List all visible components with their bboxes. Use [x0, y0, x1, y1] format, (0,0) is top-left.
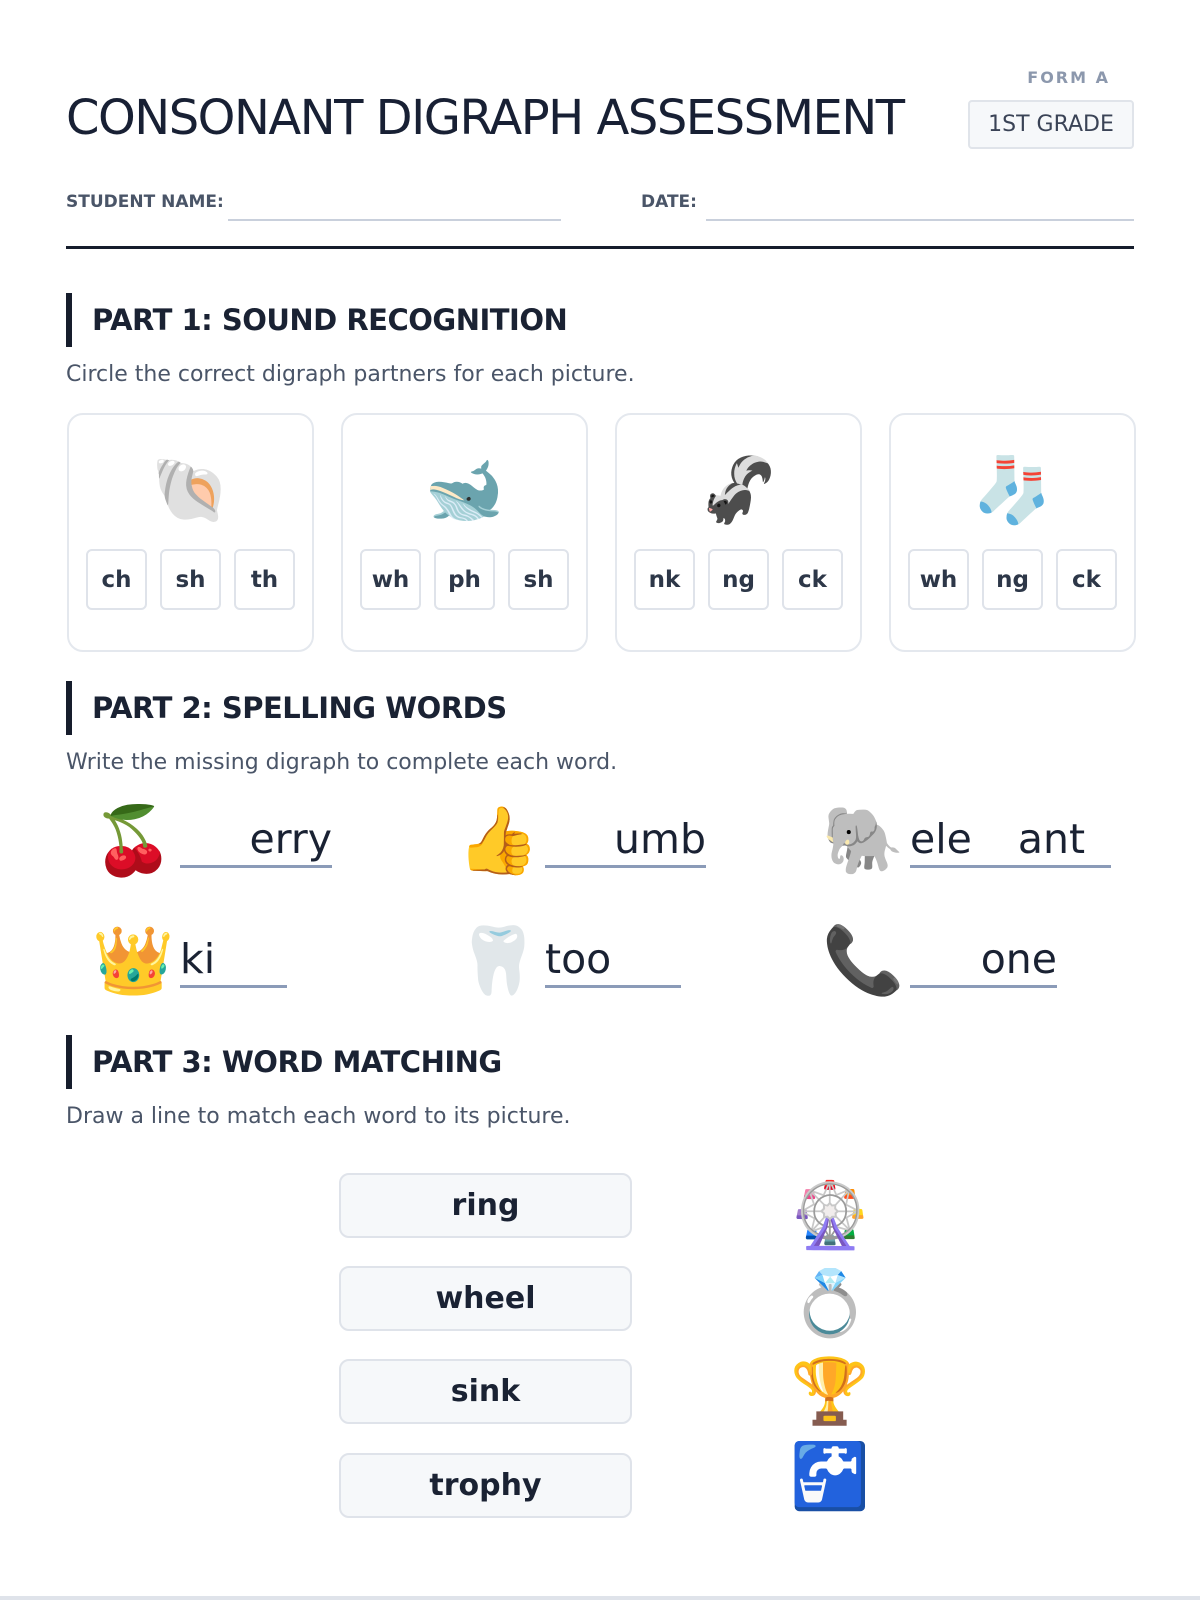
- telephone-icon: 📞: [822, 922, 905, 999]
- faucet-icon[interactable]: 🚰: [790, 1440, 870, 1514]
- part2-heading: PART 2: SPELLING WORDS: [66, 681, 507, 735]
- match-word-box[interactable]: wheel: [339, 1266, 632, 1331]
- word-fragment: one: [980, 935, 1057, 983]
- digraph-option[interactable]: ch: [86, 549, 147, 610]
- sock-icon: 🧦: [972, 454, 1053, 528]
- part2-instructions: Write the missing digraph to complete each word.: [66, 750, 618, 775]
- part1-heading: PART 1: SOUND RECOGNITION: [66, 293, 567, 347]
- digraph-option[interactable]: wh: [360, 549, 421, 610]
- ring-icon[interactable]: 💍: [790, 1267, 870, 1341]
- tooth-icon: 🦷: [457, 922, 540, 999]
- match-word-box[interactable]: sink: [339, 1359, 632, 1424]
- spelling-answer-line[interactable]: [545, 810, 706, 868]
- student-name-field[interactable]: [228, 219, 561, 221]
- word-fragment: umb: [614, 815, 706, 863]
- part3-instructions: Draw a line to match each word to its picture.: [66, 1104, 571, 1129]
- spiral-shell-icon: 🐚: [150, 454, 231, 528]
- thumbs-up-icon: 👍: [457, 802, 540, 879]
- form-label: FORM A: [1027, 68, 1110, 87]
- student-name-label: STUDENT NAME:: [66, 192, 224, 212]
- spelling-answer-line[interactable]: [180, 810, 332, 868]
- spelling-item: [92, 800, 352, 882]
- spelling-answer-line[interactable]: [180, 930, 287, 988]
- digraph-option[interactable]: ck: [1056, 549, 1117, 610]
- spelling-item: [457, 800, 717, 882]
- spelling-item: [822, 920, 1122, 1002]
- spelling-answer-line[interactable]: [910, 930, 1057, 988]
- recognition-card: [615, 413, 862, 652]
- digraph-option[interactable]: ng: [708, 549, 769, 610]
- digraph-option[interactable]: sh: [160, 549, 221, 610]
- digraph-option[interactable]: wh: [908, 549, 969, 610]
- whale-icon: 🐋: [424, 454, 505, 528]
- spelling-answer-line[interactable]: [910, 810, 1111, 868]
- spelling-item: [822, 800, 1122, 882]
- elephant-icon: 🐘: [822, 802, 905, 879]
- grade-badge: 1ST GRADE: [968, 100, 1134, 149]
- digraph-option[interactable]: ph: [434, 549, 495, 610]
- date-field[interactable]: [706, 219, 1134, 221]
- word-fragment: ele: [910, 815, 972, 863]
- digraph-option[interactable]: th: [234, 549, 295, 610]
- recognition-card: [341, 413, 588, 652]
- part1-instructions: Circle the correct digraph partners for each picture.: [66, 362, 635, 387]
- recognition-card: [67, 413, 314, 652]
- ferris-wheel-icon[interactable]: 🎡: [790, 1179, 870, 1253]
- match-word-box[interactable]: ring: [339, 1173, 632, 1238]
- spelling-item: [457, 920, 717, 1002]
- word-fragment: too: [545, 935, 612, 983]
- match-word-box[interactable]: trophy: [339, 1453, 632, 1518]
- page-bottom-edge: [0, 1596, 1200, 1600]
- spelling-item: [92, 920, 352, 1002]
- word-fragment: ant: [1017, 815, 1086, 863]
- word-fragment: erry: [249, 815, 332, 863]
- recognition-card: [889, 413, 1136, 652]
- page-title: CONSONANT DIGRAPH ASSESSMENT: [66, 90, 904, 146]
- part3-heading: PART 3: WORD MATCHING: [66, 1035, 502, 1089]
- skunk-icon: 🦨: [698, 454, 779, 528]
- digraph-option[interactable]: ck: [782, 549, 843, 610]
- word-fragment: ki: [180, 935, 216, 983]
- header-divider: [66, 246, 1134, 249]
- digraph-option[interactable]: ng: [982, 549, 1043, 610]
- spelling-answer-line[interactable]: [545, 930, 681, 988]
- crown-icon: 👑: [92, 922, 175, 999]
- cherries-icon: 🍒: [92, 802, 175, 879]
- digraph-option[interactable]: nk: [634, 549, 695, 610]
- trophy-icon[interactable]: 🏆: [790, 1355, 870, 1429]
- digraph-option[interactable]: sh: [508, 549, 569, 610]
- date-label: DATE:: [641, 192, 697, 212]
